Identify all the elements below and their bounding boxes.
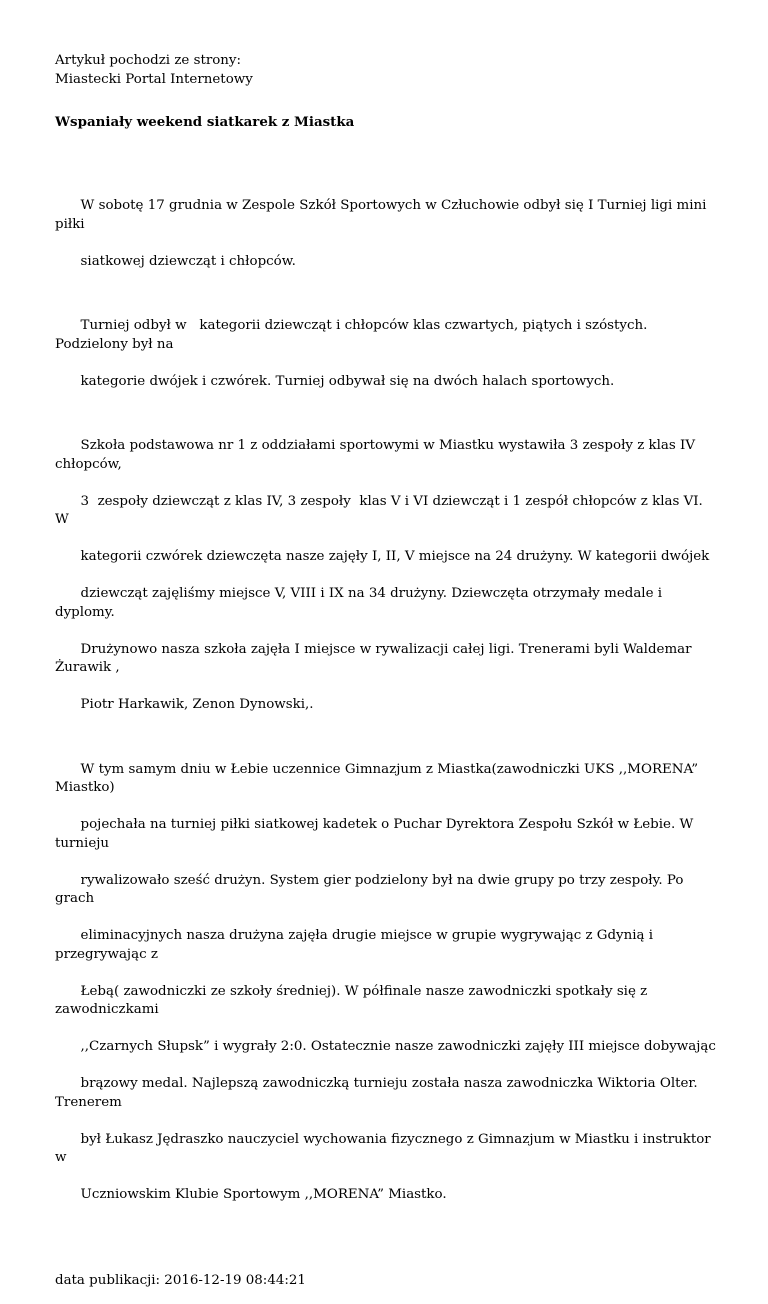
document-page xyxy=(55,52,720,1304)
paragraph-line: Piotr Harkawik, Zenon Dynowski,. xyxy=(80,697,314,712)
article-paragraph-4 xyxy=(55,742,720,1223)
paragraph-line: Szkoła podstawowa nr 1 z oddziałami sportowymi w Miastku wystawiła 3 zespoły z klas IV chłopców, xyxy=(55,438,700,472)
article-title: Wspaniały weekend siatkarek z Miastka xyxy=(55,114,355,130)
paragraph-line: kategorii czwórek dziewczęta nasze zajęły I, II, V miejsce na 24 drużyny. W kategorii dwójek xyxy=(80,549,710,564)
article-paragraph-2 xyxy=(55,299,720,410)
paragraph-line: brązowy medal. Najlepszą zawodniczką turnieju została nasza zawodniczka Wiktoria Olter. Trenerem xyxy=(55,1076,702,1110)
source-site-name: Miastecki Portal Internetowy xyxy=(55,71,253,87)
source-label: Artykuł pochodzi ze strony: xyxy=(55,53,241,68)
paragraph-line: ,,Czarnych Słupsk” i wygrały 2:0. Ostatecznie nasze zawodniczki zajęły III miejsce dobywając xyxy=(80,1039,716,1054)
paragraph-line: eliminacyjnych nasza drużyna zajęła drugie miejsce w grupie wygrywając z Gdynią i przegrywając z xyxy=(55,928,658,962)
paragraph-line: pojechała na turniej piłki siatkowej kadetek o Puchar Dyrektora Zespołu Szkół w Łebie. W turnieju xyxy=(55,817,698,851)
paragraph-line: siatkowej dziewcząt i chłopców. xyxy=(80,253,296,269)
paragraph-line: 3 zespoły dziewcząt z klas IV, 3 zespoły klas V i VI dziewcząt i 1 zespół chłopców z klas VI. W xyxy=(55,493,708,527)
paragraph-line: rywalizowało sześć drużyn. System gier podzielony był na dwie grupy po trzy zespoły. Po grach xyxy=(55,872,688,906)
article-paragraph-3 xyxy=(55,419,720,734)
publication-date: data publikacji: 2016-12-19 08:44:21 xyxy=(55,1273,306,1288)
article-paragraph-1 xyxy=(55,179,720,290)
article-body xyxy=(55,179,720,1224)
paragraph-line: Uczniowskim Klubie Sportowym ,,MORENA” Miastko. xyxy=(80,1187,447,1202)
paragraph-line: W tym samym dniu w Łebie uczennice Gimnazjum z Miastka(zawodniczki UKS ,,MORENA” Miastko) xyxy=(55,761,703,795)
paragraph-line: W sobotę 17 grudnia w Zespole Szkół Sportowych w Człuchowie odbył się I Turniej ligi mini piłki xyxy=(55,198,711,232)
paragraph-line: kategorie dwójek i czwórek. Turniej odbywał się na dwóch halach sportowych. xyxy=(80,373,615,389)
paragraph-line: Turniej odbył w kategorii dziewcząt i chłopców klas czwartych, piątych i szóstych. Podzielony był na xyxy=(55,318,652,352)
paragraph-line: Łebą( zawodniczki ze szkoły średniej). W półfinale nasze zawodniczki spotkały się z zawodniczkami xyxy=(55,983,652,1017)
paragraph-line: dziewcząt zajęliśmy miejsce V, VIII i IX na 34 drużyny. Dziewczęta otrzymały medale i dyplomy. xyxy=(55,586,667,620)
paragraph-line: Drużynowo nasza szkoła zajęła I miejsce w rywalizacji całej ligi. Trenerami byli Waldemar Żurawik , xyxy=(55,641,696,675)
paragraph-line: był Łukasz Jędraszko nauczyciel wychowania fizycznego z Gimnazjum w Miastku i instruktor w xyxy=(55,1131,715,1165)
